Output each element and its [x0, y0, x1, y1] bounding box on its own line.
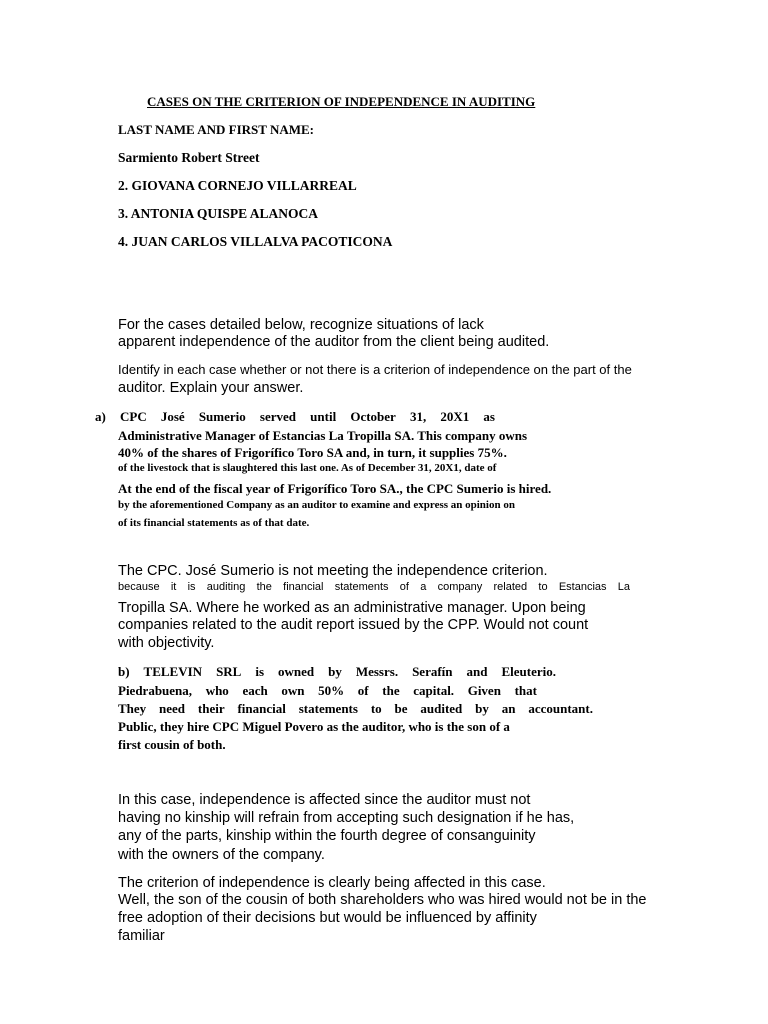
- case-b-line-5: first cousin of both.: [118, 737, 226, 752]
- word: Eleuterio.: [501, 664, 556, 679]
- intro-line-4: auditor. Explain your answer.: [118, 380, 304, 396]
- word: until: [310, 409, 337, 424]
- word: TELEVIN: [143, 664, 203, 679]
- word: owned: [278, 664, 315, 679]
- intro-line-1: For the cases detailed below, recognize situations of lack: [118, 317, 484, 333]
- word: of: [357, 683, 369, 698]
- word: by: [328, 664, 342, 679]
- member-4: 4. JUAN CARLOS VILLALVA PACOTICONA: [118, 234, 393, 249]
- answer-a-line-3: Tropilla SA. Where he worked as an administrative manager. Upon being: [118, 600, 586, 616]
- word: statements: [298, 701, 358, 716]
- word: capital.: [413, 683, 455, 698]
- case-a-line-4: of the livestock that is slaughtered this last one. As of December 31, 20X1, date of: [118, 462, 497, 474]
- word: 31,: [409, 409, 427, 424]
- word: and: [466, 664, 488, 679]
- intro-line-3: Identify in each case whether or not there is a criterion of independence on the part of the: [118, 362, 632, 377]
- word: SRL: [216, 664, 242, 679]
- case-a-line-1: [95, 410, 495, 423]
- word: to: [370, 701, 382, 716]
- name-label: LAST NAME AND FIRST NAME:: [118, 122, 314, 137]
- word: audited: [420, 701, 463, 716]
- word: that: [514, 683, 537, 698]
- word: 20X1: [440, 409, 470, 424]
- case-a-marker: a): [95, 409, 106, 424]
- answer-a-line-4: companies related to the audit report issued by the CPP. Would not count: [118, 617, 589, 633]
- word: CPC: [119, 409, 147, 424]
- word: an: [501, 701, 516, 716]
- word: own: [281, 683, 305, 698]
- member-3: 3. ANTONIA QUISPE ALANOCA: [118, 206, 319, 221]
- case-b-line-1: [118, 665, 556, 678]
- word: Piedrabuena,: [118, 683, 193, 698]
- answer-b1-line-2: having no kinship will refrain from accepting such designation if he has,: [118, 810, 575, 826]
- word: October: [350, 409, 396, 424]
- word: They: [118, 701, 147, 716]
- word: each: [242, 683, 268, 698]
- case-a-line-7: of its financial statements as of that date.: [118, 517, 310, 529]
- answer-b1-line-3: any of the parts, kinship within the fourth degree of consanguinity: [118, 828, 536, 844]
- case-a-line-2: Administrative Manager of Estancias La Tropilla SA. This company owns: [118, 428, 528, 443]
- word: 50%: [318, 683, 345, 698]
- case-a-line-5: At the end of the fiscal year of Frigorífico Toro SA., the CPC Sumerio is hired.: [118, 481, 552, 496]
- word: by: [475, 701, 489, 716]
- word: their: [197, 701, 225, 716]
- member-2: 2. GIOVANA CORNEJO VILLARREAL: [118, 178, 357, 193]
- document-title: CASES ON THE CRITERION OF INDEPENDENCE IN AUDITING: [147, 94, 536, 109]
- answer-a-line-5: with objectivity.: [118, 635, 215, 651]
- word: accountant.: [528, 701, 593, 716]
- case-b-line-4: Public, they hire CPC Miguel Povero as the auditor, who is the son of a: [118, 719, 510, 734]
- case-b-line-2: [118, 684, 537, 697]
- word: is: [255, 664, 265, 679]
- word: need: [159, 701, 186, 716]
- answer-a-line-2: because it is auditing the financial statements of a company related to Estancias La: [118, 581, 630, 593]
- word: José: [160, 409, 185, 424]
- word: Serafín: [412, 664, 453, 679]
- word: Given: [467, 683, 501, 698]
- case-b-marker: b): [118, 664, 130, 679]
- answer-b2-line-3: free adoption of their decisions but would be influenced by affinity: [118, 910, 537, 926]
- case-b-line-3: [118, 702, 593, 715]
- word: be: [394, 701, 408, 716]
- case-a-line-3: 40% of the shares of Frigorífico Toro SA and, in turn, it supplies 75%.: [118, 445, 507, 460]
- word: financial: [237, 701, 286, 716]
- answer-b2-line-4: familiar: [118, 928, 165, 944]
- answer-b2-line-1: The criterion of independence is clearly being affected in this case.: [118, 875, 546, 891]
- member-1: Sarmiento Robert Street: [118, 150, 260, 165]
- answer-a-line-1: The CPC. José Sumerio is not meeting the independence criterion.: [118, 563, 548, 579]
- word: the: [382, 683, 400, 698]
- case-a-line-6: by the aforementioned Company as an auditor to examine and express an opinion on: [118, 499, 515, 511]
- word: Messrs.: [355, 664, 399, 679]
- answer-b1-line-1: In this case, independence is affected since the auditor must not: [118, 792, 531, 808]
- word: as: [483, 409, 495, 424]
- answer-b1-line-4: with the owners of the company.: [118, 847, 325, 863]
- intro-line-2: apparent independence of the auditor from the client being audited.: [118, 334, 550, 350]
- word: served: [259, 409, 297, 424]
- answer-b2-line-2: Well, the son of the cousin of both shareholders who was hired would not be in the: [118, 892, 647, 908]
- word: Sumerio: [198, 409, 246, 424]
- word: who: [205, 683, 229, 698]
